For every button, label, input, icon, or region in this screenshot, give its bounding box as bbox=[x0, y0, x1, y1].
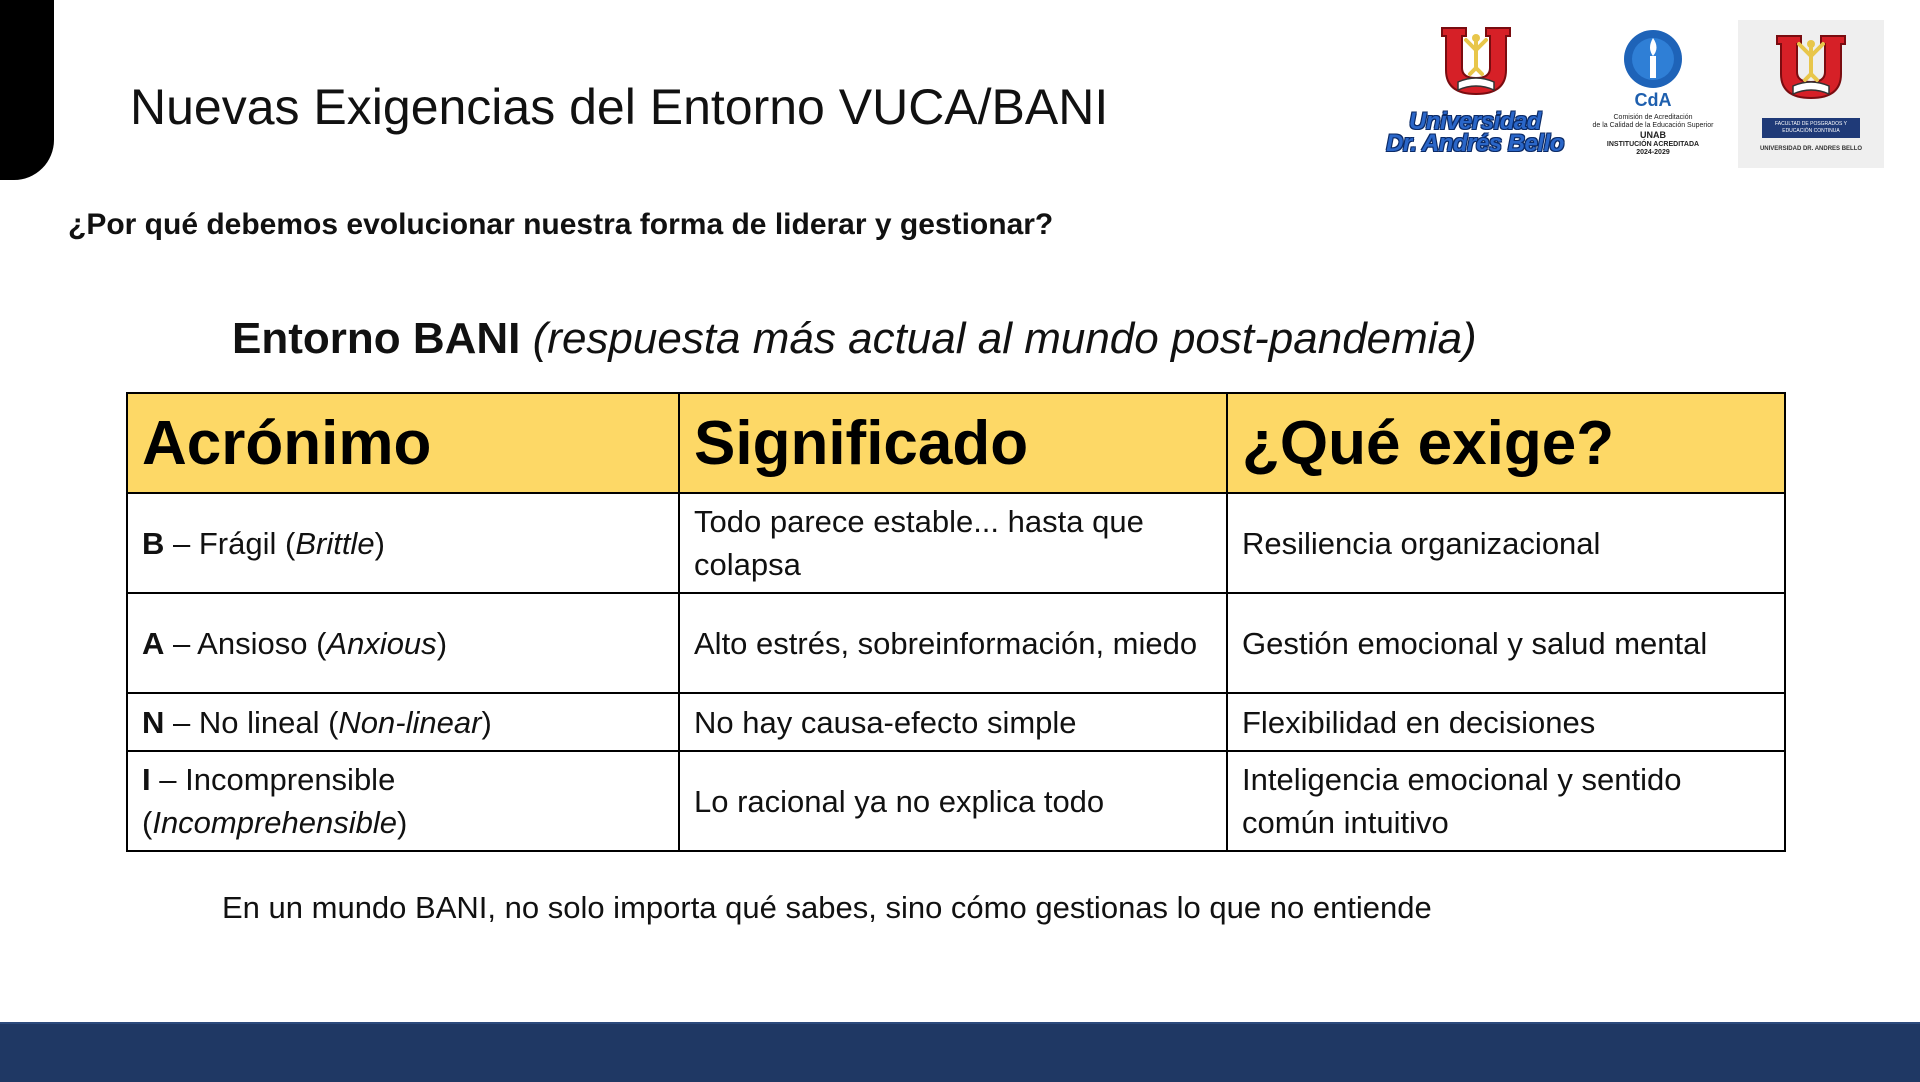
header-acronym: Acrónimo bbox=[127, 393, 679, 493]
acronym-english: Anxious bbox=[326, 625, 437, 661]
unab-logo bbox=[1382, 24, 1568, 160]
acronym-sep: – bbox=[164, 625, 198, 661]
acronym-close: ) bbox=[481, 704, 492, 740]
section-title-bold: Entorno BANI bbox=[232, 314, 521, 363]
acronym-cell bbox=[127, 493, 679, 593]
meaning-cell: Alto estrés, sobreinformación, miedo bbox=[679, 593, 1227, 693]
acronym-close: ) bbox=[397, 805, 408, 840]
cda-mark: CdA bbox=[1634, 90, 1672, 110]
closing-statement: En un mundo BANI, no solo importa qué sabes, sino cómo gestionas lo que no entiende bbox=[222, 890, 1432, 925]
meaning-cell: Lo racional ya no explica todo bbox=[679, 751, 1227, 851]
acronym-cell bbox=[127, 751, 679, 851]
table-row bbox=[127, 751, 1785, 851]
acronym-open: ( bbox=[142, 805, 153, 840]
acronym-letter: B bbox=[142, 525, 165, 561]
acronym-word: Incomprensible bbox=[185, 762, 396, 797]
acronym-word: Ansioso bbox=[197, 625, 308, 661]
section-title-italic: (respuesta más actual al mundo post-pandemia) bbox=[532, 314, 1477, 363]
acronym-open: ( bbox=[319, 704, 339, 740]
faculty-band: FACULTAD DE POSGRADOS Y EDUCACIÓN CONTINUA bbox=[1762, 118, 1860, 138]
cda-line5: 2024-2029 bbox=[1636, 149, 1670, 156]
acronym-sep: – bbox=[164, 525, 199, 561]
acronym-sep: – bbox=[164, 704, 199, 740]
header-demands: ¿Qué exige? bbox=[1227, 393, 1785, 493]
guiding-question: ¿Por qué debemos evolucionar nuestra forma de liderar y gestionar? bbox=[68, 208, 1054, 241]
cda-torch-icon bbox=[1622, 28, 1684, 90]
acronym-close: ) bbox=[374, 525, 385, 561]
unab-name-line2: Dr. Andrés Bello bbox=[1386, 130, 1564, 157]
acronym-word: No lineal bbox=[198, 704, 320, 740]
meaning-cell: No hay causa-efecto simple bbox=[679, 693, 1227, 751]
acronym-english: Non-linear bbox=[338, 704, 482, 740]
acronym-sep: – bbox=[150, 762, 186, 797]
section-title bbox=[232, 314, 1477, 364]
acronym-open: ( bbox=[276, 525, 296, 561]
acronym-cell bbox=[127, 693, 679, 751]
acronym-letter: I bbox=[142, 762, 151, 797]
cda-line1: Comisión de Acreditación bbox=[1613, 114, 1693, 121]
table-row bbox=[127, 693, 1785, 751]
faculty-shield-icon bbox=[1771, 32, 1851, 102]
acronym-word: Frágil bbox=[198, 525, 277, 561]
bani-table bbox=[126, 392, 1786, 852]
slide-title: Nuevas Exigencias del Entorno VUCA/BANI bbox=[130, 79, 1109, 135]
corner-accent bbox=[0, 0, 54, 180]
faculty-caption: UNIVERSIDAD DR. ANDRES BELLO bbox=[1759, 146, 1863, 152]
unab-name-line1: Universidad bbox=[1409, 108, 1541, 135]
acronym-english: Brittle bbox=[295, 525, 375, 561]
footer-band bbox=[0, 1022, 1920, 1082]
header-meaning: Significado bbox=[679, 393, 1227, 493]
cda-line3: UNAB bbox=[1640, 130, 1666, 140]
cda-line4: INSTITUCIÓN ACREDITADA bbox=[1606, 141, 1700, 148]
acronym-english: Incomprehensible bbox=[152, 805, 398, 840]
meaning-cell: Todo parece estable... hasta que colapsa bbox=[679, 493, 1227, 593]
acronym-letter: N bbox=[142, 704, 165, 740]
table-header-row bbox=[127, 393, 1785, 493]
acronym-open: ( bbox=[307, 625, 327, 661]
acronym-cell bbox=[127, 593, 679, 693]
acronym-close: ) bbox=[436, 625, 448, 661]
table-row bbox=[127, 493, 1785, 593]
faculty-logo bbox=[1738, 20, 1884, 168]
demands-cell: Gestión emocional y salud mental bbox=[1227, 593, 1785, 693]
acronym-letter: A bbox=[142, 625, 165, 661]
demands-cell: Inteligencia emocional y sentido común intuitivo bbox=[1227, 751, 1785, 851]
demands-cell: Resiliencia organizacional bbox=[1227, 493, 1785, 593]
cda-line2: de la Calidad de la Educación Superior bbox=[1592, 122, 1714, 129]
table-row bbox=[127, 593, 1785, 693]
cda-accreditation-logo bbox=[1590, 28, 1716, 162]
demands-cell: Flexibilidad en decisiones bbox=[1227, 693, 1785, 751]
unab-shield-icon bbox=[1436, 24, 1516, 100]
